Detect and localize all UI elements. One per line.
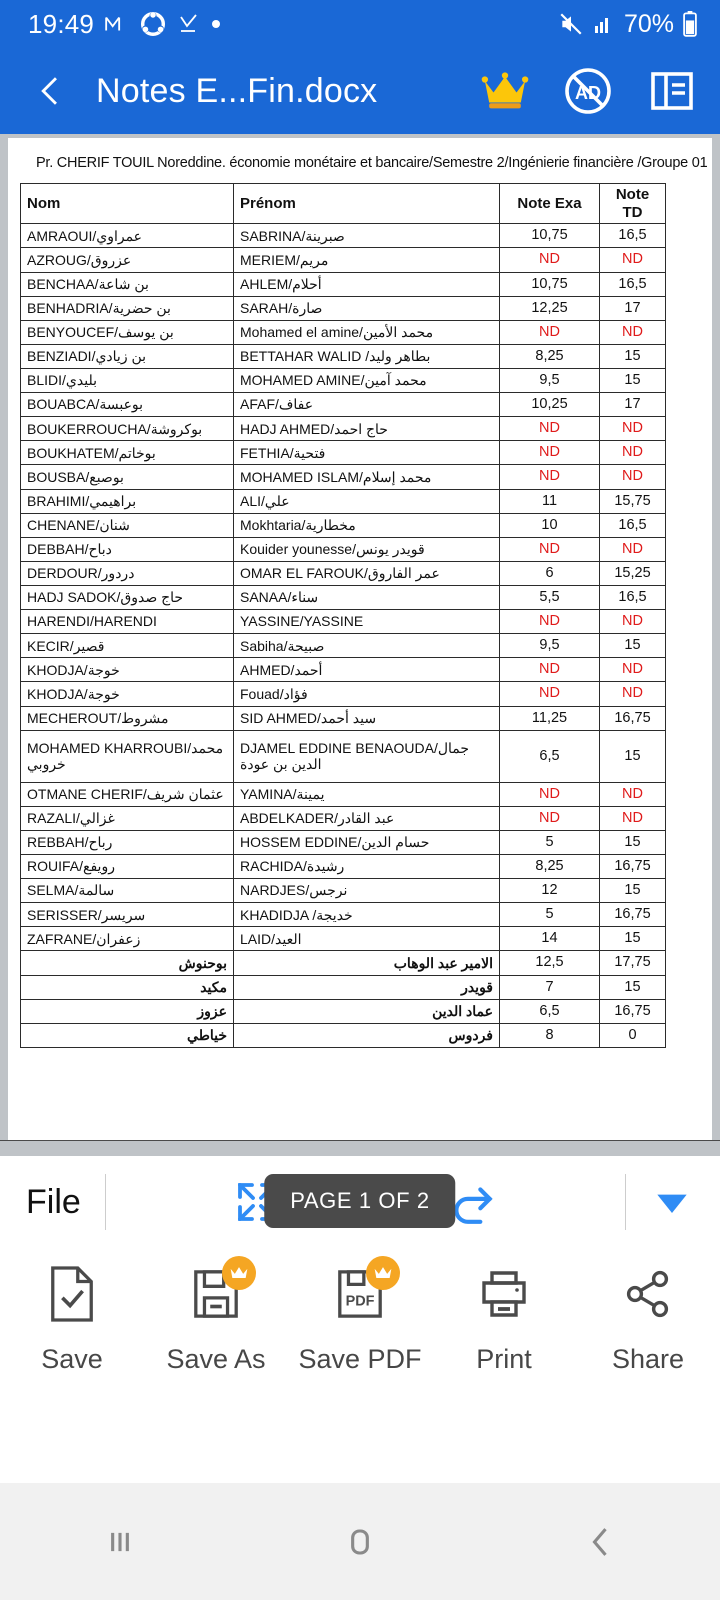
recents-icon[interactable] <box>0 1520 240 1564</box>
svg-text:AD: AD <box>575 83 601 103</box>
cell-nom: BENHADRIA/بن حضرية <box>21 296 234 320</box>
cell-nom: KHODJA/خوجة <box>21 682 234 706</box>
cell-nom: MOHAMED KHARROUBI/محمد خروبي <box>21 730 234 782</box>
cell-note-exa: 5,5 <box>500 586 600 610</box>
cell-note-exa: 6,5 <box>500 999 600 1023</box>
cell-note-exa: ND <box>500 465 600 489</box>
cell-note-td: ND <box>600 537 666 561</box>
action-print[interactable] <box>432 1262 576 1376</box>
document-title: Notes E...Fin.docx <box>96 71 378 110</box>
cell-prenom: AHMED/أحمد <box>234 658 500 682</box>
cell-note-td: 16,5 <box>600 513 666 537</box>
cell-prenom: OMAR EL FAROUK/عمر الفاروق <box>234 561 500 585</box>
expand-more-icon[interactable] <box>650 1180 694 1224</box>
column-header-prenom: Prénom <box>234 184 500 224</box>
cell-prenom: SABRINA/صبرينة <box>234 224 500 248</box>
cell-note-td: 15 <box>600 369 666 393</box>
table-row <box>21 513 666 537</box>
table-row <box>21 879 666 903</box>
table-row <box>21 634 666 658</box>
cell-note-exa: 6,5 <box>500 730 600 782</box>
cell-note-td: ND <box>600 465 666 489</box>
action-label-save: Save <box>41 1344 103 1374</box>
dot-icon <box>210 18 222 30</box>
cell-prenom: فردوس <box>234 1023 500 1047</box>
cell-prenom: AFAF/عفاف <box>234 393 500 417</box>
app-bar-actions <box>482 65 696 117</box>
cell-note-exa: 12 <box>500 879 600 903</box>
cell-nom: BOUKERROUCHA/بوكروشة <box>21 417 234 441</box>
document-header-line: Pr. CHERIF TOUIL Noreddine. économie monétaire et bancaire/Semestre 2/Ingénierie financière /Groupe 01 <box>36 155 708 171</box>
back-chevron-icon[interactable] <box>28 68 74 114</box>
cell-note-td: ND <box>600 658 666 682</box>
cell-note-exa: ND <box>500 417 600 441</box>
cell-nom: BLIDI/بليدي <box>21 369 234 393</box>
cell-prenom: SID AHMED/سيد أحمد <box>234 706 500 730</box>
cell-nom: SERISSER/سريسر <box>21 903 234 927</box>
cell-prenom: HADJ AHMED/حاج احمد <box>234 417 500 441</box>
cell-prenom: ABDELKADER/عبد القادر <box>234 806 500 830</box>
action-save-as[interactable] <box>144 1262 288 1376</box>
cell-prenom: YASSINE/YASSINE <box>234 610 500 634</box>
cell-note-td: 17 <box>600 393 666 417</box>
cell-note-td: 16,5 <box>600 272 666 296</box>
share-icon <box>612 1262 684 1326</box>
cell-nom: REBBAH/رباح <box>21 830 234 854</box>
save-document-icon <box>36 1262 108 1326</box>
cell-nom: KHODJA/خوجة <box>21 658 234 682</box>
cell-note-exa: 10,75 <box>500 272 600 296</box>
cell-note-exa: ND <box>500 320 600 344</box>
table-row <box>21 561 666 585</box>
cell-note-td: ND <box>600 682 666 706</box>
cell-nom: MECHEROUT/مشروط <box>21 706 234 730</box>
cell-nom: KECIR/قصير <box>21 634 234 658</box>
cell-note-td: ND <box>600 320 666 344</box>
cell-note-td: 16,5 <box>600 224 666 248</box>
cell-prenom: Mohamed el amine/محمد الأمين <box>234 320 500 344</box>
table-row <box>21 393 666 417</box>
cell-nom: BENZIADI/بن زيادي <box>21 344 234 368</box>
cell-note-exa: 10,75 <box>500 224 600 248</box>
cell-nom: BOUSBA/بوصبع <box>21 465 234 489</box>
cell-prenom: LAID/العيد <box>234 927 500 951</box>
cell-note-td: ND <box>600 441 666 465</box>
printer-icon <box>468 1262 540 1326</box>
table-row <box>21 537 666 561</box>
cell-nom: CHENANE/شنان <box>21 513 234 537</box>
table-header-row <box>21 184 666 224</box>
toolbar-separator-left <box>105 1174 106 1230</box>
cell-prenom: SARAH/صارة <box>234 296 500 320</box>
table-row <box>21 975 666 999</box>
cell-note-td: 15 <box>600 730 666 782</box>
cell-nom: DEBBAH/دباح <box>21 537 234 561</box>
table-row <box>21 927 666 951</box>
cell-prenom: Mokhtaria/مخطارية <box>234 513 500 537</box>
status-bar-left <box>28 11 558 37</box>
table-row <box>21 610 666 634</box>
cell-note-td: 15 <box>600 975 666 999</box>
back-icon[interactable] <box>480 1520 720 1564</box>
cell-note-td: 15 <box>600 927 666 951</box>
action-label-print: Print <box>476 1344 532 1374</box>
cell-prenom: AHLEM/أحلام <box>234 272 500 296</box>
reading-layout-icon[interactable] <box>648 67 696 115</box>
cell-note-exa: ND <box>500 248 600 272</box>
table-row <box>21 1023 666 1047</box>
document-page[interactable] <box>8 138 712 1140</box>
cell-note-td: 16,75 <box>600 706 666 730</box>
table-row <box>21 441 666 465</box>
action-label-save-as: Save As <box>166 1344 266 1374</box>
table-row <box>21 296 666 320</box>
cell-prenom: SANAA/سناء <box>234 586 500 610</box>
table-row <box>21 999 666 1023</box>
signal-icon <box>592 12 616 36</box>
action-save-pdf[interactable] <box>288 1262 432 1376</box>
toolbar-action-row <box>0 1248 720 1376</box>
cell-nom: عزوز <box>21 999 234 1023</box>
cell-nom: BENYOUCEF/بن يوسف <box>21 320 234 344</box>
table-row <box>21 830 666 854</box>
cell-note-td: 15 <box>600 830 666 854</box>
cell-note-exa: ND <box>500 441 600 465</box>
cell-note-exa: ND <box>500 806 600 830</box>
premium-crown-badge <box>222 1256 256 1290</box>
cell-note-exa: 12,5 <box>500 951 600 975</box>
cell-note-td: 16,75 <box>600 903 666 927</box>
cell-prenom: HOSSEM EDDINE/حسام الدين <box>234 830 500 854</box>
cell-nom: BENCHAA/بن شاعة <box>21 272 234 296</box>
cell-note-td: 0 <box>600 1023 666 1047</box>
cell-note-td: 16,75 <box>600 855 666 879</box>
column-header-note-exa: Note Exa <box>500 184 600 224</box>
svg-text:PDF: PDF <box>345 1293 375 1310</box>
cell-nom: بوحنوش <box>21 951 234 975</box>
cell-note-exa: 11 <box>500 489 600 513</box>
cell-prenom: MOHAMED AMINE/محمد آمين <box>234 369 500 393</box>
cell-note-td: 16,75 <box>600 999 666 1023</box>
cell-prenom: DJAMEL EDDINE BENAOUDA/جمال الدين بن عودة <box>234 730 500 782</box>
cell-note-exa: ND <box>500 537 600 561</box>
home-icon[interactable] <box>240 1520 480 1564</box>
cell-note-exa: 10 <box>500 513 600 537</box>
table-row <box>21 224 666 248</box>
table-row <box>21 369 666 393</box>
cell-nom: OTMANE CHERIF/عثمان شريف <box>21 782 234 806</box>
cell-note-td: ND <box>600 782 666 806</box>
cell-nom: AMRAOUI/عمراوي <box>21 224 234 248</box>
table-row <box>21 782 666 806</box>
cell-prenom: FETHIA/فتحية <box>234 441 500 465</box>
cell-prenom: ALI/علي <box>234 489 500 513</box>
cell-note-exa: 5 <box>500 830 600 854</box>
cell-note-exa: 5 <box>500 903 600 927</box>
download-complete-icon <box>176 12 200 36</box>
table-row <box>21 806 666 830</box>
cell-prenom: قويدر <box>234 975 500 999</box>
cell-nom: RAZALI/غزالي <box>21 806 234 830</box>
cell-note-td: ND <box>600 248 666 272</box>
cell-prenom: MERIEM/مريم <box>234 248 500 272</box>
cell-prenom: عماد الدين <box>234 999 500 1023</box>
table-row <box>21 682 666 706</box>
cell-nom: SELMA/سالمة <box>21 879 234 903</box>
cell-note-exa: ND <box>500 658 600 682</box>
cell-note-exa: ND <box>500 610 600 634</box>
table-row <box>21 951 666 975</box>
cell-nom: ROUIFA/رويفع <box>21 855 234 879</box>
no-ads-icon[interactable] <box>562 65 614 117</box>
cell-note-exa: 8,25 <box>500 344 600 368</box>
save-as-floppy-icon <box>180 1262 252 1326</box>
cell-nom: DERDOUR/دردور <box>21 561 234 585</box>
cell-prenom: BETTAHAR WALID /بطاهر وليد <box>234 344 500 368</box>
table-row <box>21 586 666 610</box>
cell-prenom: Kouider younesse/قويدر يونس <box>234 537 500 561</box>
premium-crown-badge <box>366 1256 400 1290</box>
cell-note-td: 17,75 <box>600 951 666 975</box>
table-row <box>21 417 666 441</box>
table-row <box>21 658 666 682</box>
status-bar <box>0 0 720 48</box>
mute-icon <box>558 11 584 37</box>
cell-nom: AZROUG/عزروق <box>21 248 234 272</box>
cell-prenom: MOHAMED ISLAM/محمد إسلام <box>234 465 500 489</box>
cell-note-exa: 11,25 <box>500 706 600 730</box>
table-row <box>21 272 666 296</box>
cell-note-td: 15,25 <box>600 561 666 585</box>
cell-nom: HADJ SADOK/حاج صدوق <box>21 586 234 610</box>
table-row <box>21 730 666 782</box>
table-row <box>21 855 666 879</box>
cell-note-exa: 10,25 <box>500 393 600 417</box>
grades-table-body <box>21 224 666 1048</box>
cell-prenom: الامير عبد الوهاب <box>234 951 500 975</box>
cell-prenom: Fouad/فؤاد <box>234 682 500 706</box>
battery-percentage: 70% <box>623 9 674 38</box>
gmail-icon <box>104 11 130 37</box>
save-pdf-icon <box>324 1262 396 1326</box>
cell-prenom: RACHIDA/رشيدة <box>234 855 500 879</box>
cell-note-td: 17 <box>600 296 666 320</box>
cell-note-td: 15 <box>600 344 666 368</box>
cell-prenom: NARDJES/نرجس <box>234 879 500 903</box>
toolbar-divider-strip <box>0 1140 720 1156</box>
status-bar-right <box>558 11 698 37</box>
cell-nom: HARENDI/HARENDI <box>21 610 234 634</box>
cell-nom: BRAHIMI/براهيمي <box>21 489 234 513</box>
table-row <box>21 903 666 927</box>
shareit-icon <box>140 11 166 37</box>
cell-note-exa: 14 <box>500 927 600 951</box>
table-row <box>21 489 666 513</box>
crown-premium-icon[interactable] <box>482 71 528 111</box>
cell-note-exa: 12,25 <box>500 296 600 320</box>
action-label-save-pdf: Save PDF <box>298 1344 422 1374</box>
cell-note-exa: ND <box>500 782 600 806</box>
cell-note-exa: 9,5 <box>500 369 600 393</box>
cell-nom: BOUABCA/بوعبسة <box>21 393 234 417</box>
cell-note-exa: 8,25 <box>500 855 600 879</box>
cell-note-exa: ND <box>500 682 600 706</box>
cell-note-exa: 8 <box>500 1023 600 1047</box>
cell-nom: خياطي <box>21 1023 234 1047</box>
cell-note-exa: 7 <box>500 975 600 999</box>
grades-table <box>20 183 666 1048</box>
action-share[interactable] <box>576 1262 720 1376</box>
cell-nom: مكيد <box>21 975 234 999</box>
column-header-note-td: Note TD <box>600 184 666 224</box>
table-row <box>21 320 666 344</box>
cell-note-td: 16,5 <box>600 586 666 610</box>
cell-nom: BOUKHATEM/بوخاتم <box>21 441 234 465</box>
toolbar-separator-right <box>625 1174 626 1230</box>
table-row <box>21 344 666 368</box>
file-menu-button[interactable]: File <box>26 1182 81 1221</box>
cell-note-td: 15 <box>600 879 666 903</box>
cell-note-td: 15,75 <box>600 489 666 513</box>
table-row <box>21 706 666 730</box>
cell-note-td: 15 <box>600 634 666 658</box>
cell-prenom: Sabiha/صبيحة <box>234 634 500 658</box>
action-save[interactable] <box>0 1262 144 1376</box>
status-clock: 19:49 <box>28 9 95 39</box>
cell-note-exa: 6 <box>500 561 600 585</box>
page-indicator-badge: PAGE 1 OF 2 <box>264 1174 455 1228</box>
action-label-share: Share <box>611 1344 685 1374</box>
cell-prenom: YAMINA/يمينة <box>234 782 500 806</box>
app-bar <box>0 48 720 134</box>
cell-note-td: ND <box>600 806 666 830</box>
cell-note-exa: 9,5 <box>500 634 600 658</box>
cell-note-td: ND <box>600 610 666 634</box>
cell-nom: ZAFRANE/زعفران <box>21 927 234 951</box>
table-row <box>21 248 666 272</box>
column-header-nom: Nom <box>21 184 234 224</box>
table-row <box>21 465 666 489</box>
cell-prenom: KHADIDJA /خديجة <box>234 903 500 927</box>
cell-note-td: ND <box>600 417 666 441</box>
battery-icon <box>682 11 698 37</box>
system-nav-bar <box>0 1483 720 1600</box>
